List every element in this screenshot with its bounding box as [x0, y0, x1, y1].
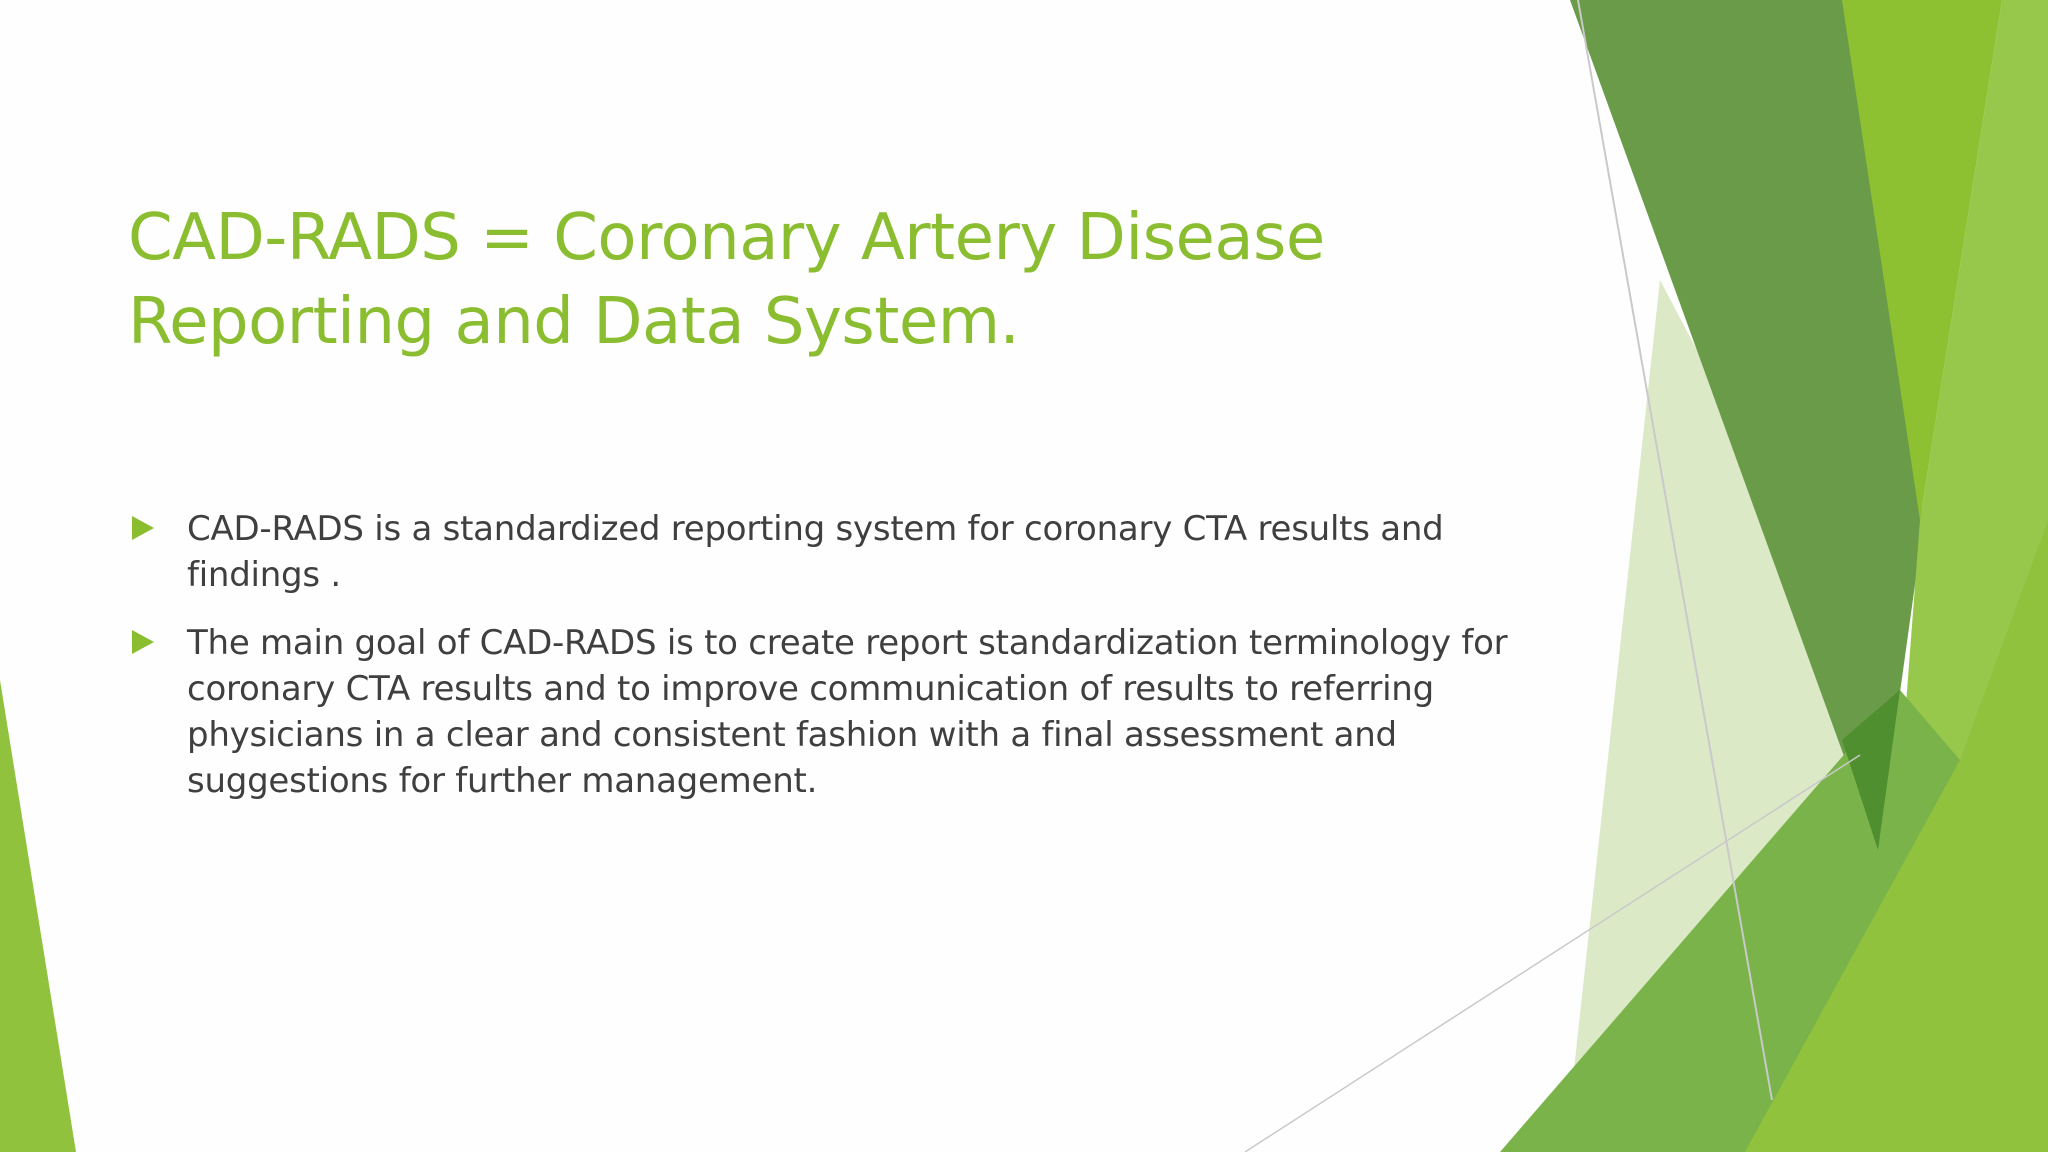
bullet-text-line: physicians in a clear and consistent fashion with a final assessment and: [187, 715, 1397, 755]
slide-title: [128, 196, 1548, 364]
bullet-text-line: The main goal of CAD-RADS is to create report standardization terminology for: [187, 623, 1508, 663]
triangle-right-icon: [132, 630, 154, 654]
bullet-text-line: coronary CTA results and to improve communication of results to referring: [187, 669, 1434, 709]
bullet-text-line: CAD-RADS is a standardized reporting system for coronary CTA results and: [187, 509, 1444, 549]
bullet-item-goal: [132, 620, 1552, 804]
bullet-text-line: findings .: [187, 555, 341, 595]
title-line: Reporting and Data System.: [128, 285, 1020, 359]
left-green-triangle: [0, 680, 76, 1152]
title-line: CAD-RADS = Coronary Artery Disease: [128, 201, 1325, 275]
bullet-item-definition: [132, 506, 1552, 598]
triangle-right-icon: [132, 516, 154, 540]
bullet-list: [132, 506, 1552, 826]
bullet-text-line: suggestions for further management.: [187, 761, 818, 801]
